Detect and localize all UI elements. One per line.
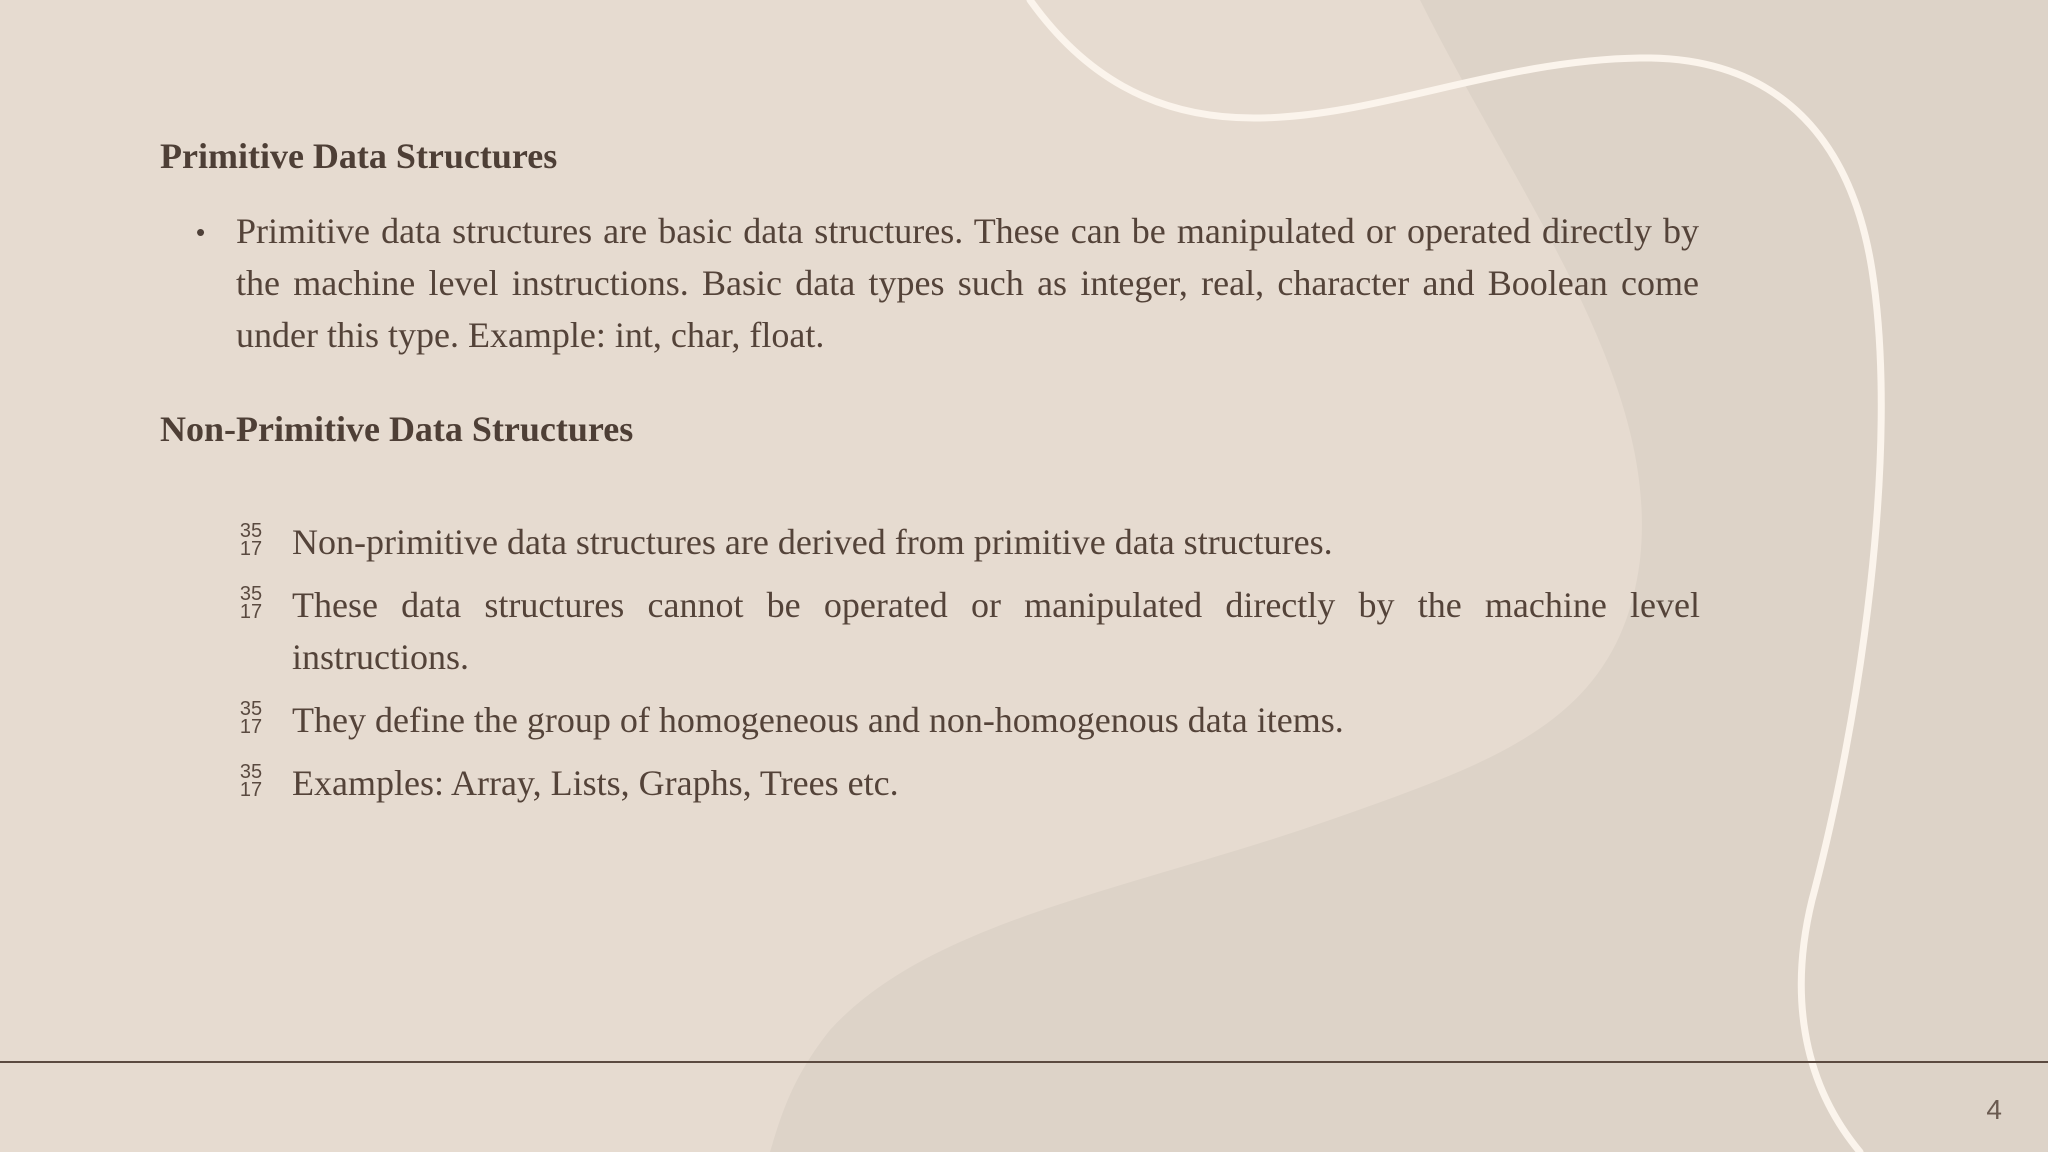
bullet-dot-icon: • [196,217,206,247]
non-primitive-list [236,516,1700,820]
section-heading-primitive: Primitive Data Structures [160,136,558,176]
footer-divider [0,1061,2048,1063]
list-item-text: They define the group of homogeneous and non-homogenous data items. [292,700,1344,740]
primitive-bullet [196,205,1699,361]
list-item-text: Examples: Array, Lists, Graphs, Trees etc. [292,763,899,803]
list-marker-icon: 35 17 [239,698,263,738]
list-item [236,579,1700,683]
list-marker-icon: 35 17 [239,520,263,560]
list-marker-icon: 35 17 [239,761,263,801]
list-marker-icon: 35 17 [239,583,263,623]
list-item-text: Non-primitive data structures are derived from primitive data structures. [292,522,1333,562]
list-item [236,516,1700,568]
section-heading-non-primitive: Non-Primitive Data Structures [160,409,634,449]
list-item-text: These data structures cannot be operated or manipulated directly by the machine level instructions. [292,585,1700,677]
list-item [236,694,1700,746]
page-number: 4 [1986,1094,2002,1125]
primitive-paragraph: Primitive data structures are basic data structures. These can be manipulated or operated directly by the machine level instructions. Basic data types such as integer, real, character and Boolean come under this type. Example: int, char, float. [236,211,1699,355]
list-item [236,757,1700,809]
